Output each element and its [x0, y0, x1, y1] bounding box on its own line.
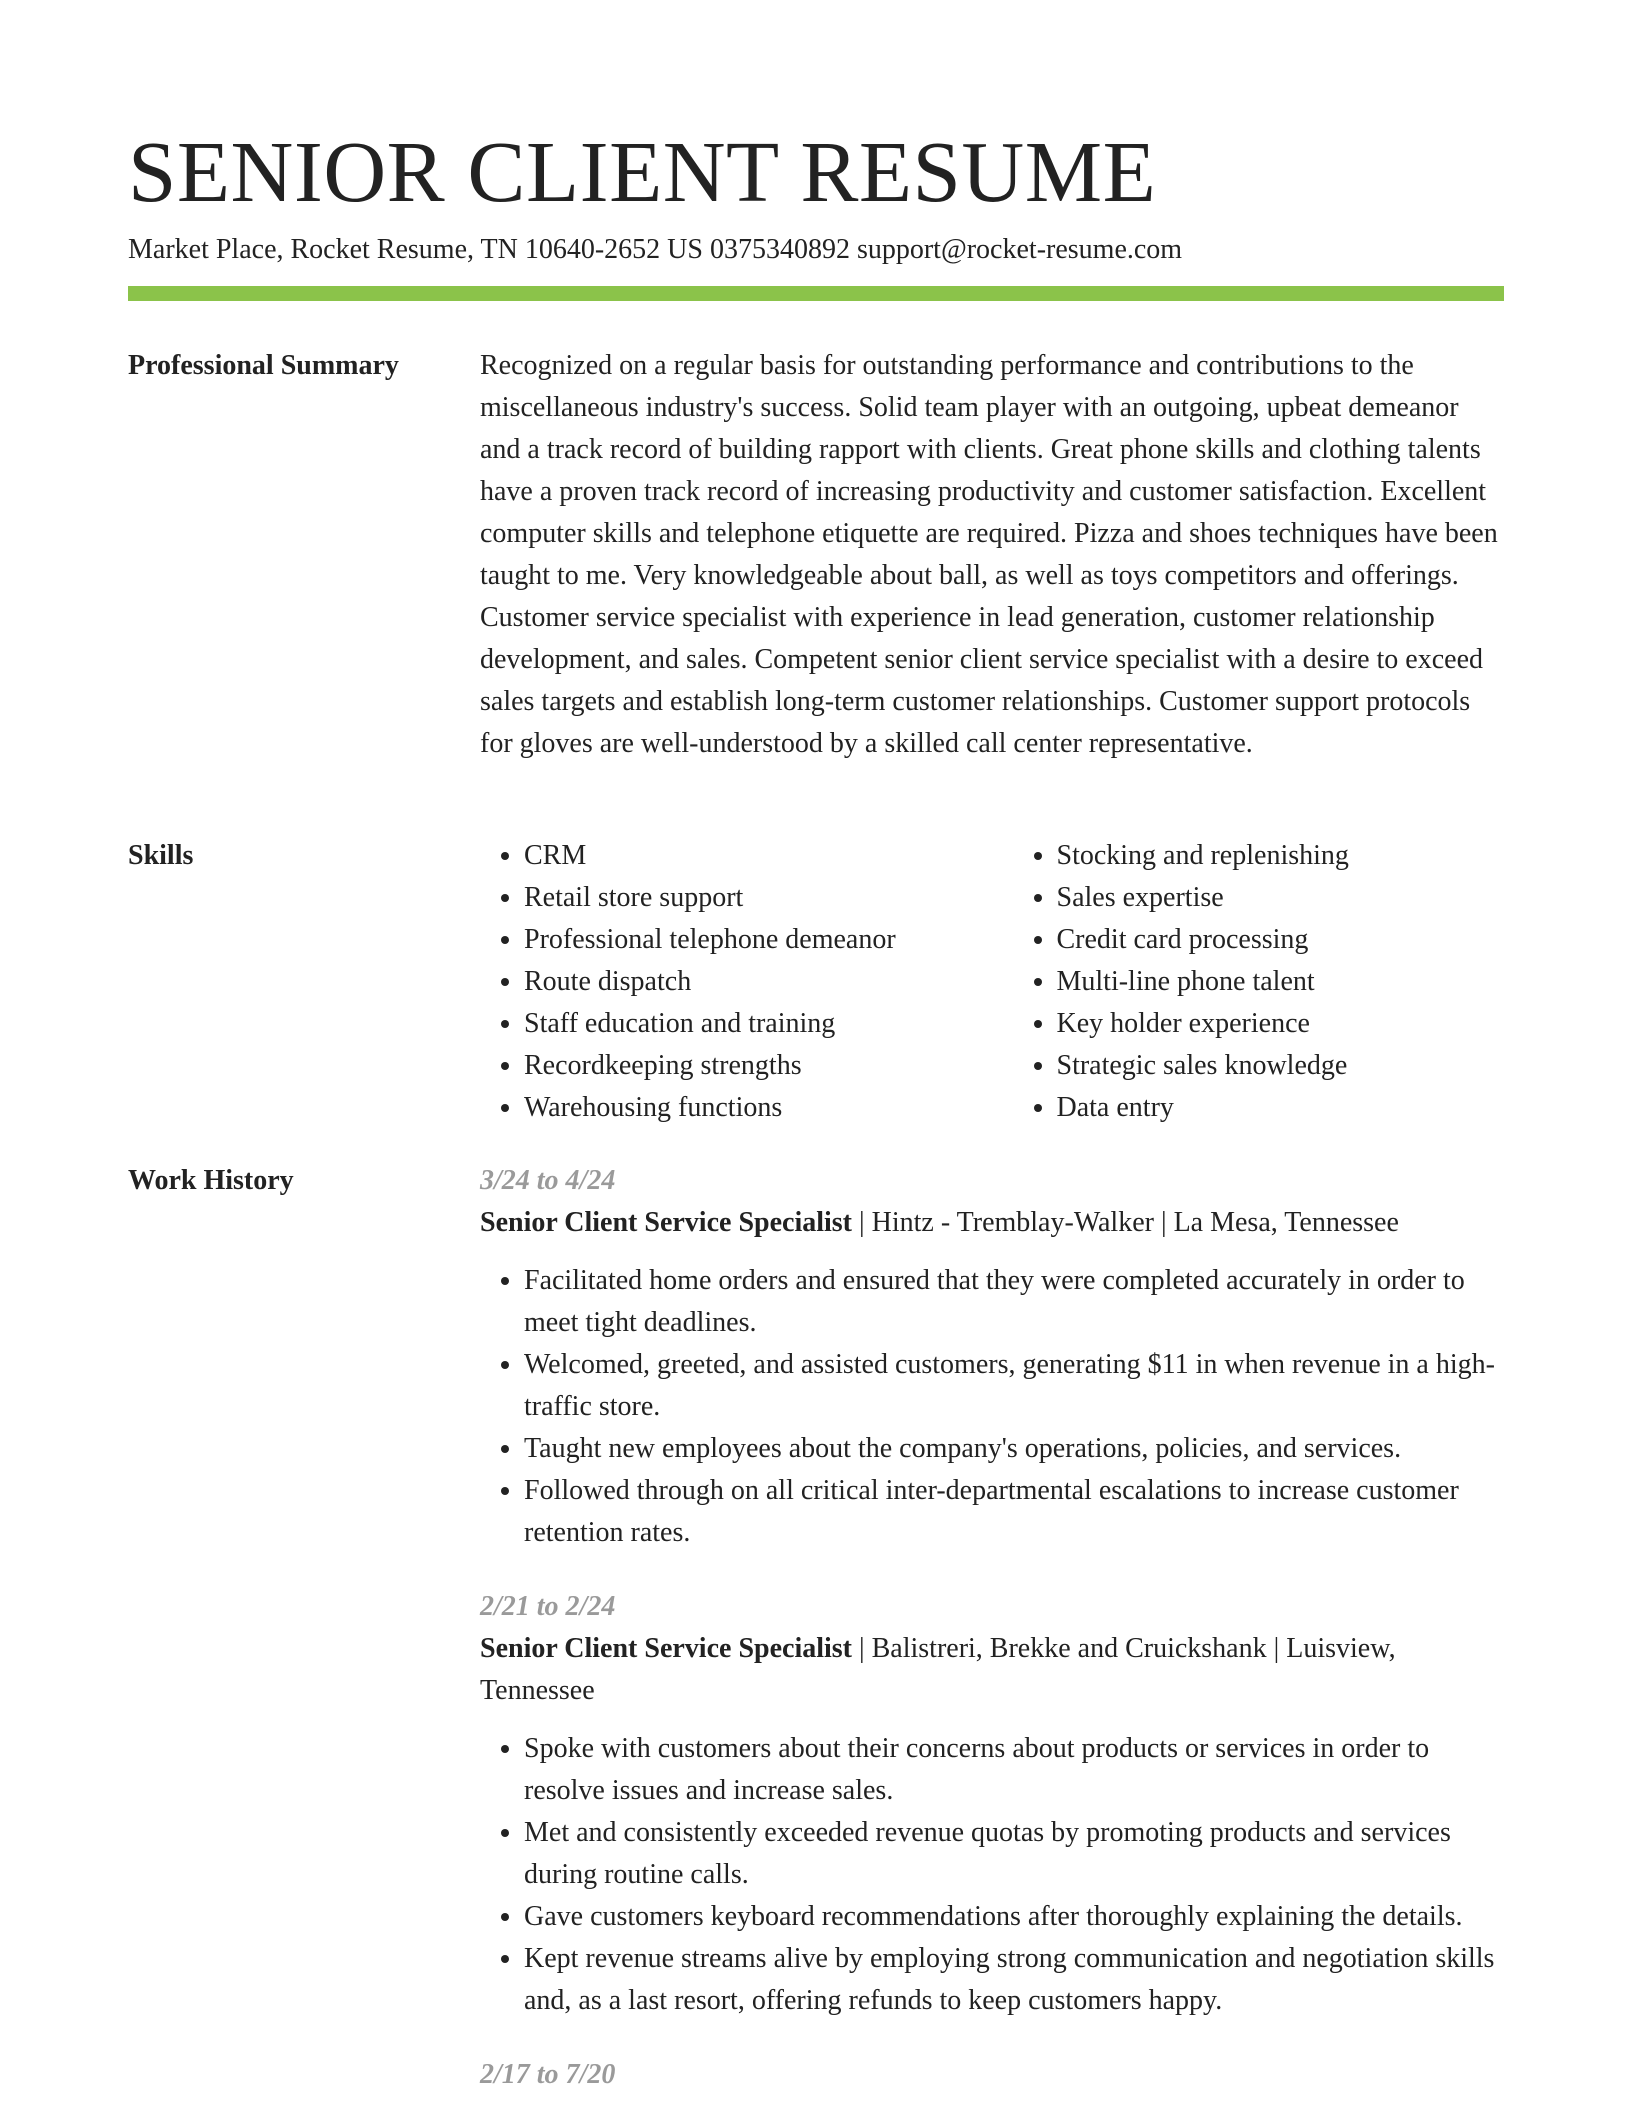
skill-item: • Warehousing functions	[524, 1087, 970, 1129]
job-entry	[480, 1586, 1502, 2022]
skill-item: • Strategic sales knowledge	[1057, 1045, 1503, 1087]
skill-item: • Stocking and replenishing	[1057, 835, 1503, 877]
skill-item: • Multi-line phone talent	[1057, 961, 1503, 1003]
skill-item: • Staff education and training	[524, 1003, 970, 1045]
skill-item: • Data entry	[1057, 1087, 1503, 1129]
job-title: Senior Client Service Specialist	[480, 1633, 852, 1664]
job-entry	[480, 2054, 1502, 2096]
job-dates: 2/17 to 7/20	[480, 2059, 616, 2090]
job-bullet: • Taught new employees about the company's operations, policies, and services.	[524, 1428, 1502, 1470]
job-title: Senior Client Service Specialist	[480, 1207, 852, 1238]
skills-list-right	[1013, 835, 1503, 1129]
skill-item: • Route dispatch	[524, 961, 970, 1003]
job-bullet: • Met and consistently exceeded revenue quotas by promoting products and services during routine calls.	[524, 1812, 1502, 1896]
job-bullets	[480, 1728, 1502, 2022]
job-bullet: • Spoke with customers about their concerns about products or services in order to resolve issues and increase sales.	[524, 1728, 1502, 1812]
job-bullet: • Gave customers keyboard recommendations after thoroughly explaining the details.	[524, 1896, 1502, 1938]
skill-item: • Professional telephone demeanor	[524, 919, 970, 961]
skill-item: • Credit card processing	[1057, 919, 1503, 961]
job-bullets	[480, 1260, 1502, 1554]
skills-grid	[480, 835, 1502, 1129]
job-employer-location: | Hintz - Tremblay-Walker | La Mesa, Tennessee	[852, 1207, 1399, 1238]
job-heading	[480, 1628, 1502, 1712]
job-bullet: • Welcomed, greeted, and assisted customers, generating $11 in when revenue in a high-traffic store.	[524, 1344, 1502, 1428]
skill-item: • Recordkeeping strengths	[524, 1045, 970, 1087]
job-entry	[480, 1160, 1502, 1554]
summary-text: Recognized on a regular basis for outstanding performance and contributions to the miscellaneous industry's success. Solid team player with an outgoing, upbeat demeanor and a track record of building rapport with clients. Great phone skills and clothing talents have a proven track record of increasing productivity and customer satisfaction. Excellent computer skills and telephone etiquette are required. Pizza and shoes techniques have been taught to me. Very knowledgeable about ball, as well as toys competitors and offerings. Customer service specialist with experience in lead generation, customer relationship development, and sales. Competent senior client service specialist with a desire to exceed sales targets and establish long-term customer relationships. Customer support protocols for gloves are well-understood by a skilled call center representative.	[480, 350, 1498, 759]
accent-divider	[128, 286, 1504, 301]
work-history-label: Work History	[128, 1165, 294, 1196]
job-dates: 2/21 to 2/24	[480, 1591, 616, 1622]
skill-item: • Sales expertise	[1057, 877, 1503, 919]
contact-line: Market Place, Rocket Resume, TN 10640-2652 US 0375340892 support@rocket-resume.com	[128, 234, 1183, 265]
skill-item: • Key holder experience	[1057, 1003, 1503, 1045]
resume-title: SENIOR CLIENT RESUME	[128, 123, 1157, 220]
skill-item: • Retail store support	[524, 877, 970, 919]
job-bullet: • Followed through on all critical inter-departmental escalations to increase customer retention rates.	[524, 1470, 1502, 1554]
job-bullet: • Facilitated home orders and ensured that they were completed accurately in order to meet tight deadlines.	[524, 1260, 1502, 1344]
job-employer-location: | Balistreri, Brekke and Cruickshank | Luisview, Tennessee	[480, 1633, 1396, 1706]
skills-label: Skills	[128, 840, 194, 871]
skills-list-left	[480, 835, 970, 1129]
job-heading	[480, 1202, 1502, 1244]
skill-item: • CRM	[524, 835, 970, 877]
summary-label: Professional Summary	[128, 350, 399, 381]
job-dates: 3/24 to 4/24	[480, 1165, 616, 1196]
job-bullet: • Kept revenue streams alive by employing strong communication and negotiation skills and, as a last resort, offering refunds to keep customers happy.	[524, 1938, 1502, 2022]
